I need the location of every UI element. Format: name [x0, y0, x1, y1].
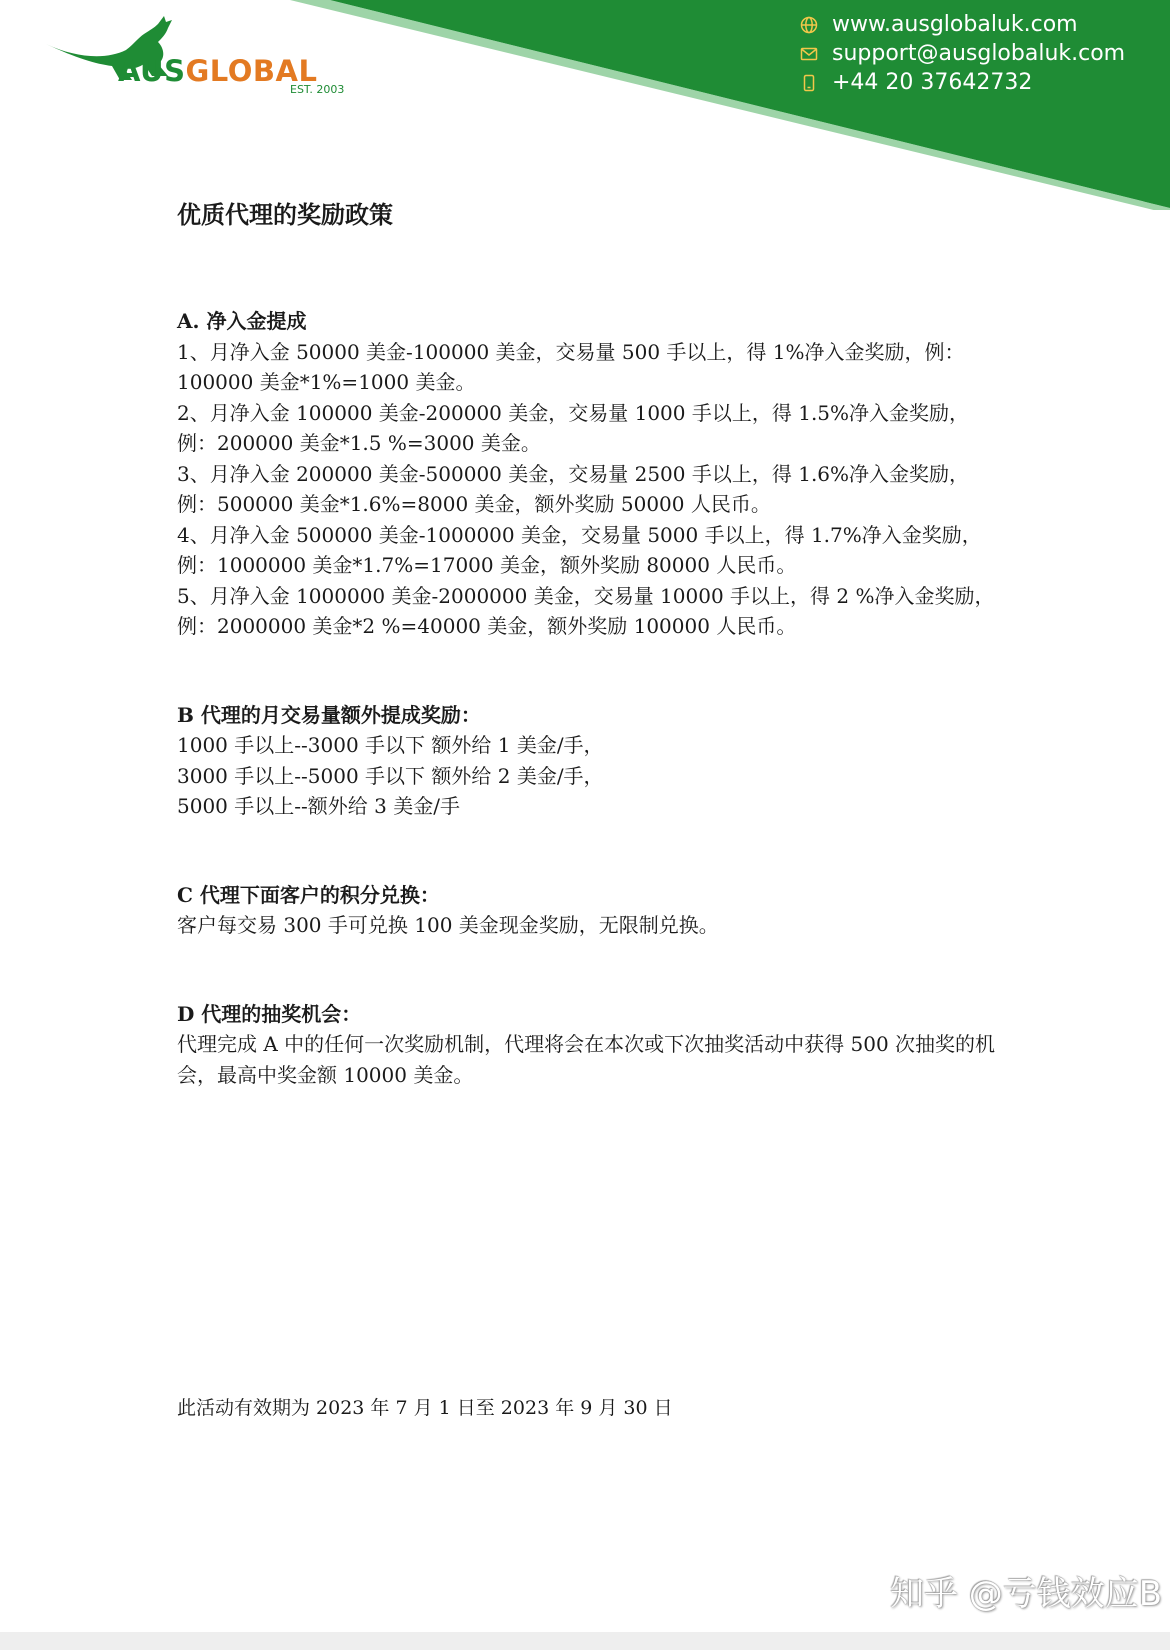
watermark: 知乎 @亏钱效应B	[890, 1574, 1163, 1614]
section-line: 3000 手以上--5000 手以下 额外给 2 美金/手，	[177, 763, 604, 788]
contact-website	[800, 10, 1160, 39]
document-body	[177, 196, 1007, 1090]
section-heading: A. 净入金提成	[177, 309, 307, 333]
section-line: 5、月净入金 1000000 美金-2000000 美金，交易量 10000 手以上，得 2 %净入金奖励，例：2000000 美金*2 %=40000 美金，额外奖励 100000 人民币。	[177, 583, 995, 638]
website-text: www.ausglobaluk.com	[832, 12, 1078, 37]
logo-est: EST. 2003	[290, 83, 345, 96]
contact-info	[800, 10, 1160, 97]
contact-phone	[800, 68, 1160, 97]
contact-email	[800, 39, 1160, 68]
section-heading: C 代理下面客户的积分兑换：	[177, 882, 440, 907]
globe-icon	[800, 16, 818, 34]
section-line: 3、月净入金 200000 美金-500000 美金，交易量 2500 手以上，得 1.6%净入金奖励，例：500000 美金*1.6%=8000 美金，额外奖励 50000 人民币。	[177, 461, 970, 516]
logo-wordmark: AUSGLOBAL	[118, 54, 318, 88]
section-heading: D 代理的抽奖机会：	[177, 1001, 362, 1026]
company-logo	[46, 14, 356, 104]
phone-text: +44 20 37642732	[832, 70, 1033, 95]
validity-note: 此活动有效期为 2023 年 7 月 1 日至 2023 年 9 月 30 日	[177, 1397, 673, 1419]
section-line: 代理完成 A 中的任何一次奖励机制，代理将会在本次或下次抽奖活动中获得 500 次抽奖的机会，最高中奖金额 10000 美金。	[177, 1032, 996, 1087]
section-line: 2、月净入金 100000 美金-200000 美金，交易量 1000 手以上，得 1.5%净入金奖励，例：200000 美金*1.5 %=3000 美金。	[177, 400, 970, 455]
document-title: 优质代理的奖励政策	[177, 201, 393, 229]
phone-icon	[800, 74, 818, 92]
email-text: support@ausglobaluk.com	[832, 41, 1126, 66]
section-c	[177, 880, 1007, 941]
section-line: 1000 手以上--3000 手以下 额外给 1 美金/手，	[177, 733, 604, 757]
section-a	[177, 306, 1007, 642]
section-line: 4、月净入金 500000 美金-1000000 美金，交易量 5000 手以上，得 1.7%净入金奖励，例：1000000 美金*1.7%=17000 美金，额外奖励 80000 人民币。	[177, 522, 982, 577]
section-b	[177, 700, 1007, 822]
section-line: 5000 手以上--额外给 3 美金/手	[177, 794, 460, 818]
section-d	[177, 999, 1007, 1091]
section-line: 1、月净入金 50000 美金-100000 美金，交易量 500 手以上，得 1%净入金奖励，例：100000 美金*1%=1000 美金。	[177, 339, 965, 394]
section-line: 客户每交易 300 手可兑换 100 美金现金奖励，无限制兑换。	[177, 913, 719, 937]
mail-icon	[800, 45, 818, 63]
section-heading: B 代理的月交易量额外提成奖励：	[177, 702, 481, 727]
